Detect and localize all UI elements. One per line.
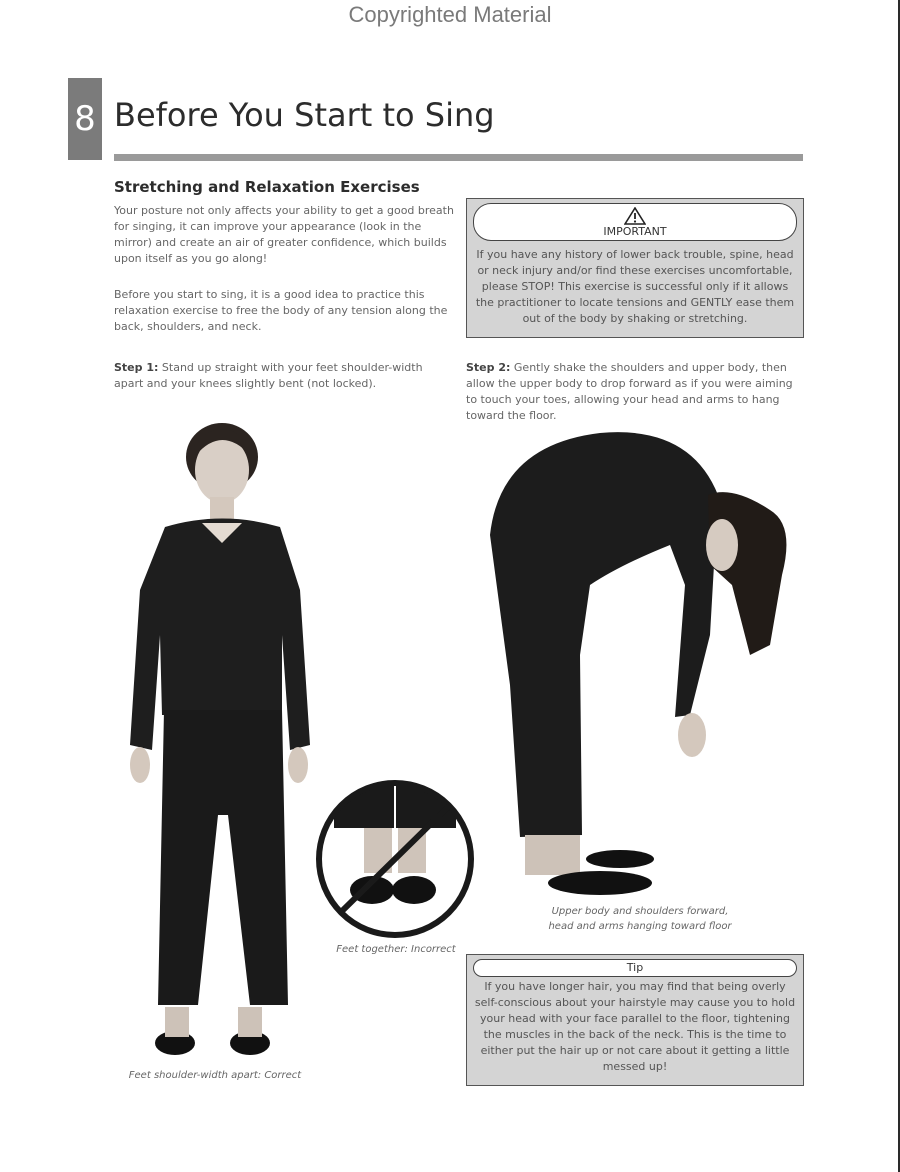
important-header bbox=[473, 203, 797, 241]
standing-woman-photo bbox=[110, 415, 325, 1065]
step-2 bbox=[466, 360, 806, 424]
feet-together-caption: Feet together: Incorrect bbox=[336, 944, 456, 955]
important-notice bbox=[466, 198, 804, 338]
tip-text: If you have longer hair, you may find that being overly self-conscious about your hairstyle may cause you to hold your head with your face parallel to the floor, tightening the muscles in the back of the neck. This is the time to either put the hair up or not care about it getting a little messed up! bbox=[474, 980, 796, 1073]
warning-icon bbox=[624, 207, 646, 225]
chapter-title: Before You Start to Sing bbox=[114, 96, 495, 134]
important-text: If you have any history of lower back trouble, spine, head or neck injury and/or find these exercises uncomfortable, please STOP! This exercise is successful only if it allows the practitioner to locate tensions and GENTLY ease them out of the body by shaking or stretching. bbox=[475, 248, 795, 325]
chapter-number: 8 bbox=[68, 78, 102, 160]
copyright-watermark: Copyrighted Material bbox=[348, 2, 552, 27]
tip-header: Tip bbox=[473, 959, 797, 977]
step-1-text: Stand up straight with your feet shoulder-width apart and your knees slightly bent (not locked). bbox=[114, 361, 423, 390]
step-1 bbox=[114, 360, 434, 392]
title-rule bbox=[114, 154, 803, 161]
feet-together-incorrect-photo bbox=[314, 778, 476, 940]
step-2-label: Step 2: bbox=[466, 361, 511, 374]
step-2-text: Gently shake the shoulders and upper body, then allow the upper body to drop forward as if you were aiming to touch your toes, allowing your head and arms to hang toward the floor. bbox=[466, 361, 793, 422]
standing-caption: Feet shoulder-width apart: Correct bbox=[128, 1070, 302, 1081]
bending-caption-line-2: head and arms hanging toward floor bbox=[548, 921, 732, 932]
bending-caption bbox=[520, 904, 760, 934]
section-heading: Stretching and Relaxation Exercises bbox=[114, 178, 420, 196]
tip-box bbox=[466, 954, 804, 1086]
intro-paragraph: Your posture not only affects your ability to get a good breath for singing, it can improve your appearance (look in the mirror) and create an air of greater confidence, which builds upon itself as you go along! bbox=[114, 204, 454, 265]
relaxation-paragraph: Before you start to sing, it is a good idea to practice this relaxation exercise to free the body of any tension along the back, shoulders, and neck. bbox=[114, 288, 448, 333]
bending-caption-line-1: Upper body and shoulders forward, bbox=[551, 906, 729, 917]
important-label: IMPORTANT bbox=[603, 225, 667, 238]
step-1-label: Step 1: bbox=[114, 361, 159, 374]
bending-woman-photo bbox=[470, 425, 800, 905]
